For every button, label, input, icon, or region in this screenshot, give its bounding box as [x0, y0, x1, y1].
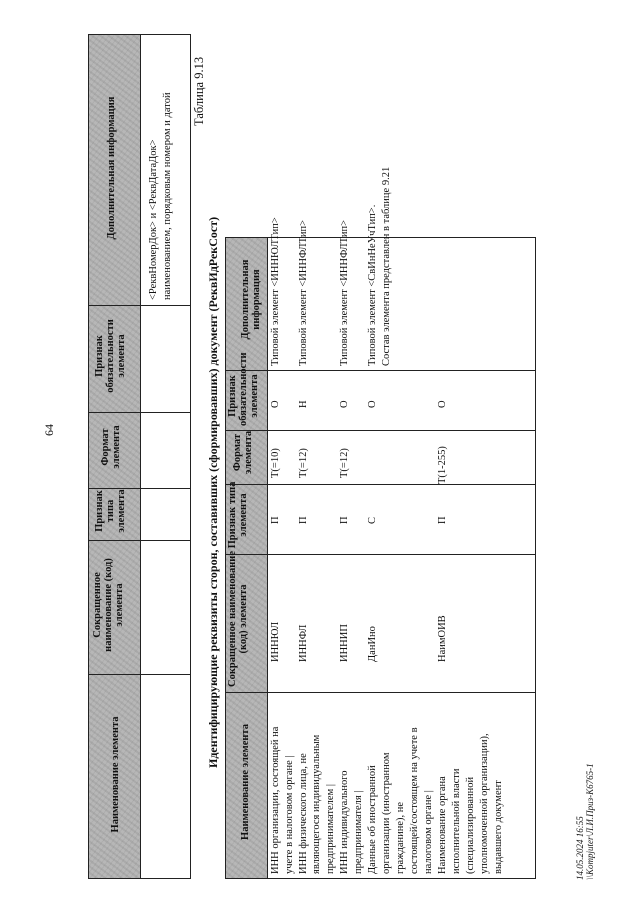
- row4-info-2: Состав элемента представлен в таблице 9.21: [381, 166, 392, 366]
- row2-format: T(=12): [298, 448, 309, 478]
- top-header-code: Сокращенное наименование (код) элемента: [92, 558, 125, 652]
- row3-format: T(=12): [339, 448, 350, 478]
- row1-name-1: ИНН организации, состоящей на: [270, 726, 281, 874]
- row5-name-1: Наименование органа: [437, 776, 448, 874]
- row1-required: О: [270, 400, 281, 408]
- top-row-info-1: <РеквНомерДок> и <РеквДатаДок>: [148, 139, 159, 300]
- page-number: 64: [42, 424, 56, 436]
- main-header-type: Признак типа элемента: [227, 481, 249, 549]
- row1-format: T(=10): [270, 448, 281, 478]
- row2-name-1: ИНН физического лица, не: [298, 753, 309, 874]
- row5-name-3: (специализированной: [465, 776, 476, 874]
- print-stamp-line1: 14.05.2024 16:55: [575, 816, 585, 880]
- row3-type: П: [339, 516, 350, 524]
- top-row-info-2: наименованием, порядковым номером и датой: [162, 92, 173, 300]
- row4-name-2: организации (иностранном: [381, 752, 392, 874]
- row4-name-1: Данные об иностранной: [367, 765, 378, 874]
- row4-required: О: [367, 400, 378, 408]
- row4-code: ДанИно: [367, 626, 378, 662]
- row1-type: П: [270, 516, 281, 524]
- row3-required: О: [339, 400, 350, 408]
- row4-name-3: гражданине), не: [395, 801, 406, 874]
- top-header-type: Признак типа элемента: [94, 489, 127, 533]
- row5-type: П: [437, 516, 448, 524]
- top-header-format: Формат элемента: [100, 425, 122, 469]
- top-header-name: Наименование элемента: [110, 716, 121, 833]
- main-header-name: Наименование элемента: [240, 724, 251, 840]
- row5-code: НаимОИВ: [437, 615, 448, 662]
- top-header-required: Признак обязательности элемента: [94, 319, 127, 393]
- row4-info-1: Типовой элемент <СвИнНеУчТип>.: [367, 204, 378, 366]
- row4-type: С: [367, 516, 378, 524]
- row4-name-5: налоговом органе |: [423, 790, 434, 874]
- row1-name-2: учете в налоговом органе |: [284, 755, 295, 874]
- main-header-format: Формат элемента: [232, 430, 254, 475]
- row2-name-2: являющегося индивидуальным: [311, 734, 322, 874]
- row4-name-4: состоящей/состоящем на учете в: [409, 727, 420, 874]
- row5-name-2: исполнительной власти: [451, 768, 462, 874]
- row3-name-2: предпринимателя |: [353, 790, 364, 874]
- row5-name-5: выдавшего документ: [493, 780, 504, 874]
- row2-name-3: предпринимателем |: [325, 784, 336, 874]
- row2-type: П: [298, 516, 309, 524]
- row3-info: Типовой элемент <ИННФЛТип>: [339, 220, 350, 366]
- row2-code: ИННФЛ: [298, 624, 309, 662]
- main-header-code: Сокращенное наименование (код) элемента: [227, 551, 249, 688]
- main-header-info: Дополнительная информация: [240, 259, 262, 340]
- main-header-required: Признак обязательности элемента: [227, 352, 260, 426]
- table-label: Таблица 9.13: [192, 56, 206, 126]
- row5-format: T(1-255): [437, 446, 448, 484]
- row5-name-4: уполномоченной организации),: [479, 733, 490, 874]
- row5-required: О: [437, 400, 448, 408]
- row2-required: Н: [298, 400, 309, 408]
- row3-name-1: ИНН индивидуального: [339, 770, 350, 874]
- row2-info: Типовой элемент <ИННФЛТип>: [298, 220, 309, 366]
- row3-code: ИННИП: [339, 624, 350, 662]
- row1-info: Типовой элемент <ИННЮЛТип>: [270, 217, 281, 366]
- top-header-info: Дополнительная информация: [106, 96, 117, 240]
- table-title: Идентифицирующие реквизиты сторон, составивших (сформировавших) документ (РеквИдРекСост): [206, 216, 220, 768]
- row1-code: ИННЮЛ: [270, 621, 281, 662]
- print-stamp-line2: \\Kompjuter\Л.И.Приз-K6765-1: [585, 763, 595, 880]
